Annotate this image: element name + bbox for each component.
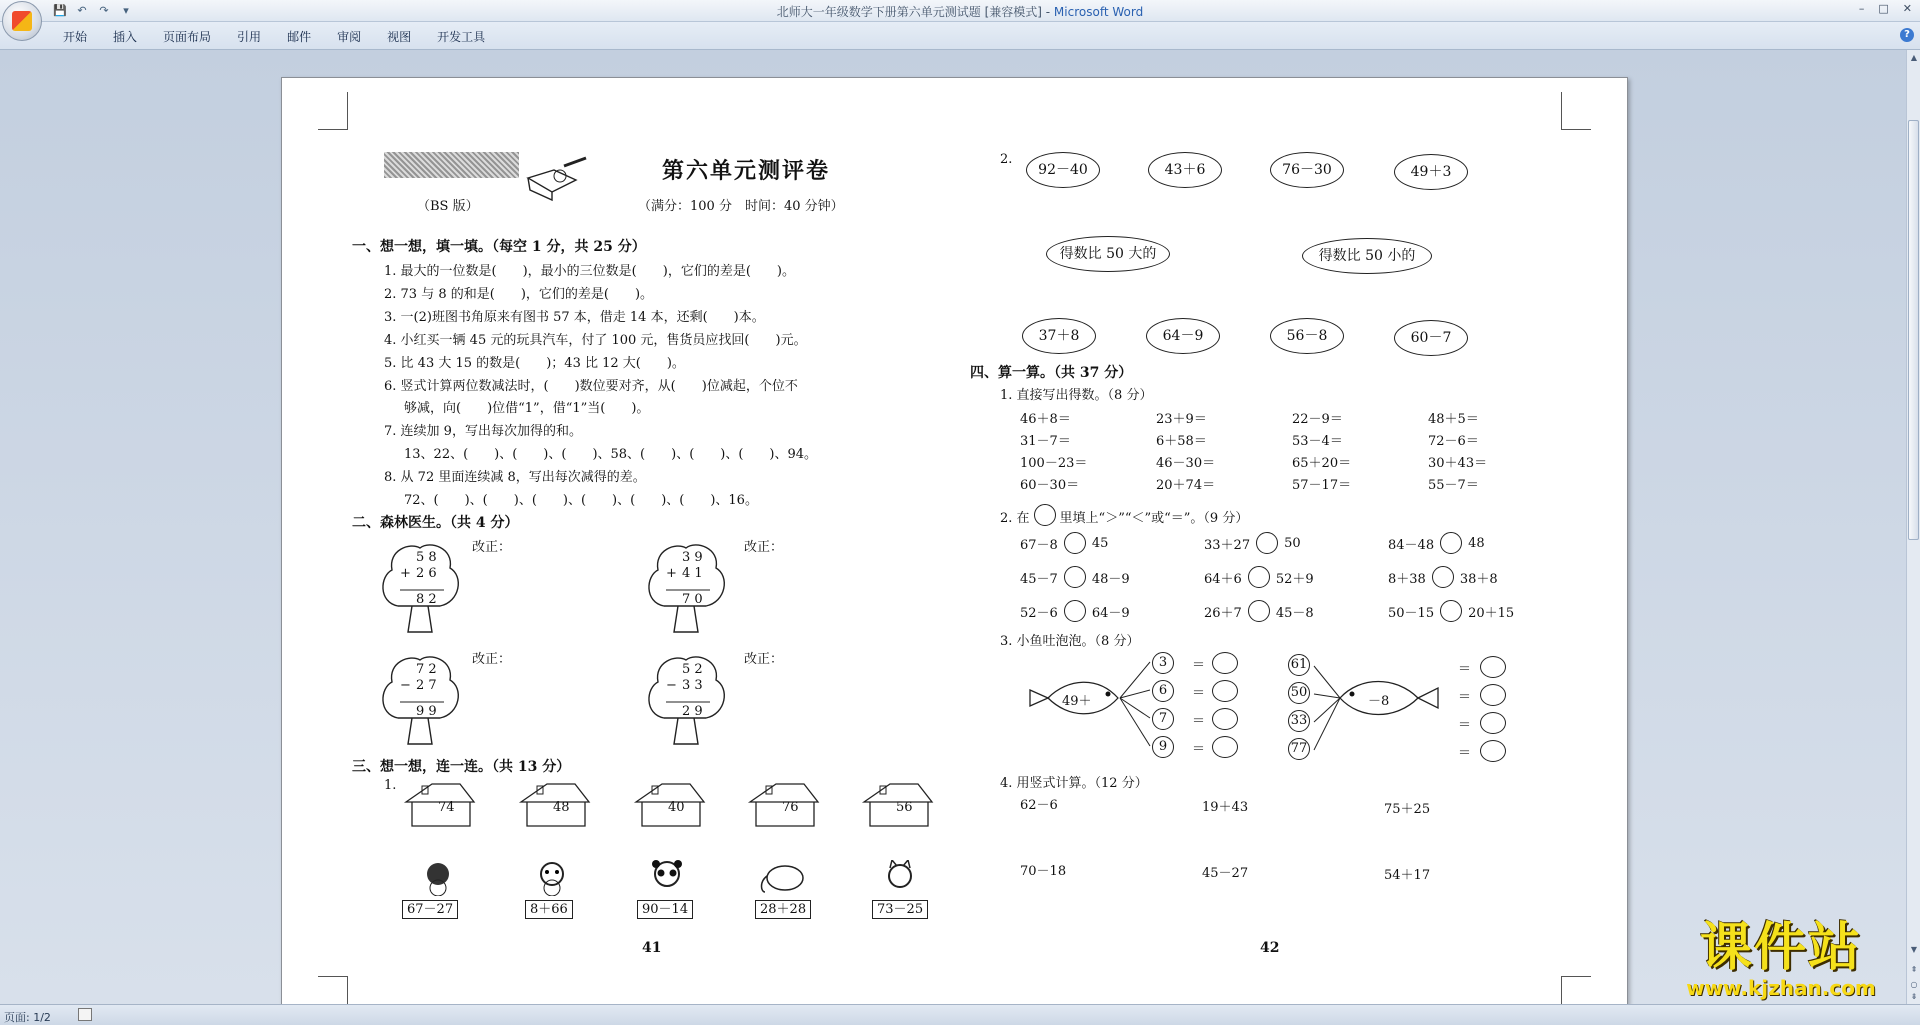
compare-left: 84－48	[1388, 537, 1435, 553]
compare-item	[1204, 600, 1314, 622]
direct-calc-item: 22－9＝	[1292, 412, 1343, 427]
browse-object-icon[interactable]: ○	[1910, 980, 1918, 989]
match-expression-bubble: 56－8	[1270, 318, 1344, 354]
equals-sign: ＝	[1192, 714, 1206, 729]
s1-item: 3. 一(2)班图书角原来有图书 57 本，借走 14 本，还剩( )本。	[384, 310, 765, 325]
site-watermark	[1661, 920, 1901, 1004]
fish-label: －8	[1368, 694, 1390, 709]
exam-meta: （满分：100 分 时间：40 分钟）	[638, 199, 844, 214]
s1-item: 5. 比 43 大 15 的数是( )；43 比 12 大( )。	[384, 356, 685, 371]
answer-bubble	[1480, 712, 1506, 734]
office-button[interactable]	[2, 1, 42, 41]
direct-calc-item: 30＋43＝	[1428, 456, 1488, 471]
compare-item	[1388, 600, 1514, 622]
question-number: 1.	[384, 778, 397, 793]
compare-right: 64－9	[1091, 605, 1130, 621]
house-value: 56	[896, 800, 913, 815]
save-icon[interactable]: 💾	[53, 4, 67, 17]
animal-expression: 28＋28	[755, 900, 811, 919]
equals-sign: ＝	[1458, 662, 1472, 677]
answer-bubble	[1212, 736, 1238, 758]
question-label	[1000, 500, 1248, 526]
animal-expression: 73－25	[872, 900, 928, 919]
help-icon[interactable]: ?	[1900, 28, 1914, 42]
vertical-scrollbar[interactable]	[1906, 50, 1920, 1004]
vertical-calc: 70－18	[1020, 864, 1067, 879]
compare-right: 50	[1284, 535, 1301, 551]
tree-operand-b: 3 3	[682, 678, 703, 693]
compare-left: 8＋38	[1388, 571, 1426, 587]
compare-blank-circle	[1440, 532, 1462, 554]
book-pencil-icon	[524, 156, 590, 204]
crop-mark	[1561, 92, 1591, 130]
compare-left: 26＋7	[1204, 605, 1242, 621]
house-number	[402, 780, 478, 830]
tab-page-layout[interactable]: 页面布局	[163, 30, 212, 44]
bubble-number: 77	[1288, 738, 1310, 760]
s1-item: 13、22、( )、( )、( )、58、( )、( )、( )、94。	[404, 447, 818, 462]
house-number	[517, 780, 593, 830]
tree-problem	[378, 536, 512, 638]
direct-calc-item: 31－7＝	[1020, 434, 1071, 449]
match-expression-bubble: 37＋8	[1022, 318, 1096, 354]
house-number	[632, 780, 708, 830]
crop-mark	[1561, 976, 1591, 1004]
vertical-calc: 75＋25	[1384, 802, 1431, 817]
bubble-number: 33	[1288, 710, 1310, 732]
edition-label: （BS 版）	[417, 199, 479, 214]
cat-icon	[882, 860, 918, 896]
answer-bubble	[1212, 680, 1238, 702]
match-expression-bubble: 60－7	[1394, 320, 1468, 356]
compare-item	[1020, 566, 1130, 588]
fish-diagram	[1020, 650, 1240, 768]
page-title: 第六单元测评卷	[662, 158, 831, 184]
tree-problem	[644, 536, 784, 638]
tree-operand-a: 7 2	[416, 662, 437, 677]
tree-result: 7 0	[682, 592, 703, 607]
direct-calc-item: 46－30＝	[1156, 456, 1216, 471]
compare-item	[1204, 566, 1314, 588]
fix-label: 改正：	[472, 540, 512, 555]
compare-right: 52＋9	[1275, 571, 1314, 587]
page-number-left: 41	[642, 940, 662, 956]
tree-operator: −	[666, 678, 677, 693]
crop-mark	[318, 976, 348, 1004]
animal-expression: 8＋66	[525, 900, 573, 919]
compare-blank-circle	[1432, 566, 1454, 588]
direct-calc-item: 23＋9＝	[1156, 412, 1207, 427]
equals-sign: ＝	[1192, 742, 1206, 757]
tab-references[interactable]: 引用	[237, 30, 262, 44]
section-2-heading: 二、森林医生。（共 4 分）	[352, 515, 519, 531]
compare-blank-circle	[1064, 600, 1086, 622]
s1-item: 4. 小红买一辆 45 元的玩具汽车，付了 100 元，售货员应找回( )元。	[384, 333, 807, 348]
house-value: 40	[668, 800, 685, 815]
direct-calc-item: 60－30＝	[1020, 478, 1080, 493]
tree-operand-b: 2 7	[416, 678, 437, 693]
direct-calc-item: 46＋8＝	[1020, 412, 1071, 427]
fix-label: 改正：	[472, 652, 512, 667]
compare-right: 45	[1091, 535, 1109, 551]
document-name: 北师大一年级数学下册第六单元测试题 [兼容模式] -	[776, 5, 1054, 19]
direct-calc-item: 53－4＝	[1292, 434, 1343, 449]
direct-calc-item: 65＋20＝	[1292, 456, 1352, 471]
tree-operator: +	[400, 566, 411, 581]
direct-calc-item: 100－23＝	[1020, 456, 1088, 471]
tree-operand-b: 4 1	[682, 566, 703, 581]
proofing-icon[interactable]	[78, 1008, 92, 1021]
compare-item	[1204, 532, 1301, 554]
tab-review[interactable]: 审阅	[337, 30, 362, 44]
bubble-number: 7	[1152, 708, 1174, 730]
category-bubble: 得数比 50 大的	[1046, 236, 1170, 272]
equals-sign: ＝	[1458, 690, 1472, 705]
tree-operator: +	[666, 566, 677, 581]
bubble-number: 6	[1152, 680, 1174, 702]
compare-right: 45－8	[1275, 605, 1314, 621]
house-number	[860, 780, 936, 830]
title-bar	[0, 0, 1920, 22]
match-expression-bubble: 92－40	[1026, 152, 1100, 188]
equals-sign: ＝	[1458, 718, 1472, 733]
window-title	[0, 3, 1920, 20]
s1-item: 7. 连续加 9，写出每次加得的和。	[384, 424, 582, 439]
compare-blank-circle	[1256, 532, 1278, 554]
match-expression-bubble: 43＋6	[1148, 152, 1222, 188]
bubble-number: 61	[1288, 654, 1310, 676]
answer-bubble	[1212, 652, 1238, 674]
direct-calc-item: 48＋5＝	[1428, 412, 1479, 427]
status-bar	[0, 1004, 1920, 1025]
answer-bubble	[1480, 740, 1506, 762]
scroll-thumb[interactable]	[1908, 120, 1919, 540]
prev-page-icon[interactable]: ⇞	[1910, 965, 1918, 974]
section-1-heading: 一、想一想，填一填。（每空 1 分，共 25 分）	[352, 239, 646, 255]
match-expression-bubble: 76－30	[1270, 152, 1344, 188]
compare-item	[1020, 600, 1130, 622]
s1-item: 8. 从 72 里面连续减 8，写出每次减得的差。	[384, 470, 646, 485]
fix-label: 改正：	[744, 652, 784, 667]
tree-operand-a: 5 8	[416, 550, 437, 565]
ribbon-tabs	[0, 22, 1920, 50]
document-page[interactable]	[281, 77, 1628, 1005]
vertical-calc: 19＋43	[1202, 800, 1249, 815]
tab-mailings[interactable]: 邮件	[287, 30, 312, 44]
compare-blank-circle	[1248, 600, 1270, 622]
maximize-button[interactable]: □	[1878, 2, 1889, 15]
scroll-up-icon[interactable]: ▲	[1910, 53, 1918, 62]
compare-item	[1388, 532, 1485, 554]
page-number-right: 42	[1260, 940, 1280, 956]
office-logo-icon	[12, 11, 32, 31]
compare-blank-circle	[1064, 566, 1086, 588]
s1-item: 2. 73 与 8 的和是( )，它们的差是( )。	[384, 287, 654, 302]
compare-item	[1388, 566, 1498, 588]
direct-calc-item: 20＋74＝	[1156, 478, 1216, 493]
answer-bubble	[1480, 684, 1506, 706]
s1-item: 够减，向( )位借“1”，借“1”当( )。	[404, 401, 650, 416]
crop-mark	[318, 92, 348, 130]
watermark-logo-text: 课件站	[1699, 918, 1862, 978]
redo-icon[interactable]: ↷	[99, 4, 109, 17]
equals-sign: ＝	[1458, 746, 1472, 761]
compare-right: 48	[1468, 535, 1485, 551]
bubble-number: 3	[1152, 652, 1174, 674]
vertical-calc: 62－6	[1020, 798, 1058, 813]
compare-blank-circle	[1064, 532, 1086, 554]
header-pattern	[384, 152, 519, 178]
vertical-calc: 45－27	[1202, 866, 1249, 881]
compare-right: 48－9	[1091, 571, 1130, 587]
tree-result: 2 9	[682, 704, 703, 719]
equals-sign: ＝	[1192, 686, 1206, 701]
section-3-heading: 三、想一想，连一连。（共 13 分）	[352, 759, 571, 775]
tree-result: 9 9	[416, 704, 437, 719]
compare-right: 20＋15	[1468, 605, 1515, 621]
close-button[interactable]: ✕	[1902, 2, 1912, 15]
fish-diagram	[1312, 650, 1452, 768]
question-label: 1. 直接写出得数。（8 分）	[1000, 388, 1153, 403]
window-controls	[1859, 2, 1912, 15]
blank-circle	[1034, 504, 1056, 526]
category-bubble: 得数比 50 小的	[1302, 238, 1432, 274]
customize-qat-icon[interactable]: ▾	[123, 4, 129, 17]
tab-insert[interactable]: 插入	[113, 30, 138, 44]
tree-operand-a: 5 2	[682, 662, 703, 677]
house-value: 76	[782, 800, 799, 815]
minimize-button[interactable]: –	[1858, 2, 1865, 15]
fix-label: 改正：	[744, 540, 784, 555]
next-page-icon[interactable]: ⇟	[1910, 992, 1918, 1001]
elephant-icon	[757, 860, 807, 896]
compare-left: 45－7	[1020, 571, 1058, 587]
q2-prefix: 2. 在	[1000, 511, 1030, 526]
tree-problem	[644, 648, 784, 750]
animal-expression: 67－27	[402, 900, 458, 919]
section-4-heading: 四、算一算。（共 37 分）	[970, 365, 1133, 381]
vertical-calc: 54＋17	[1384, 868, 1431, 883]
tree-operand-a: 3 9	[682, 550, 703, 565]
house-value: 74	[438, 800, 455, 815]
compare-left: 52－6	[1020, 605, 1058, 621]
tree-operand-b: 2 6	[416, 566, 437, 581]
compare-left: 64＋6	[1204, 571, 1242, 587]
direct-calc-item: 55－7＝	[1428, 478, 1479, 493]
bubble-number: 9	[1152, 736, 1174, 758]
bubble-number: 50	[1288, 682, 1310, 704]
animal-icon	[534, 860, 570, 896]
match-expression-bubble: 64－9	[1146, 318, 1220, 354]
compare-item	[1020, 532, 1108, 554]
page-indicator[interactable]: 页面: 1/2	[4, 1011, 51, 1024]
direct-calc-item: 6＋58＝	[1156, 434, 1207, 449]
app-name: Microsoft Word	[1053, 5, 1144, 19]
compare-left: 50－15	[1388, 605, 1435, 621]
match-expression-bubble: 49＋3	[1394, 154, 1468, 190]
house-value: 48	[553, 800, 570, 815]
question-label: 4. 用竖式计算。（12 分）	[1000, 776, 1148, 791]
animal-icon	[420, 860, 456, 896]
compare-right: 38＋8	[1459, 571, 1498, 587]
q2-suffix: 里填上“＞”“＜”或“＝”。（9 分）	[1059, 511, 1249, 526]
direct-calc-item: 57－17＝	[1292, 478, 1352, 493]
answer-bubble	[1212, 708, 1238, 730]
watermark-url: www.kjzhan.com	[1686, 976, 1876, 1000]
tab-home[interactable]: 开始	[63, 30, 88, 44]
question-label: 3. 小鱼吐泡泡。（8 分）	[1000, 634, 1140, 649]
fish-label: 49＋	[1062, 694, 1092, 709]
equals-sign: ＝	[1192, 658, 1206, 673]
compare-blank-circle	[1248, 566, 1270, 588]
panda-icon	[649, 860, 685, 896]
scroll-down-icon[interactable]: ▼	[1910, 945, 1918, 954]
direct-calc-item: 72－6＝	[1428, 434, 1479, 449]
undo-icon[interactable]: ↶	[77, 4, 87, 17]
compare-left: 33＋27	[1204, 537, 1251, 553]
tree-result: 8 2	[416, 592, 437, 607]
tab-view[interactable]: 视图	[387, 30, 412, 44]
s1-item: 72、( )、( )、( )、( )、( )、( )、16。	[404, 493, 758, 508]
tab-developer[interactable]: 开发工具	[437, 30, 486, 44]
question-number: 2.	[1000, 152, 1013, 167]
animal-expression: 90－14	[637, 900, 693, 919]
tree-operator: −	[400, 678, 411, 693]
tree-problem	[378, 648, 512, 750]
s1-item: 6. 竖式计算两位数减法时，( )数位要对齐，从( )位减起，个位不	[384, 379, 798, 394]
s1-item: 1. 最大的一位数是( )，最小的三位数是( )，它们的差是( )。	[384, 264, 795, 279]
compare-blank-circle	[1440, 600, 1462, 622]
house-number	[746, 780, 822, 830]
compare-left: 67－8	[1020, 537, 1058, 553]
answer-bubble	[1480, 656, 1506, 678]
